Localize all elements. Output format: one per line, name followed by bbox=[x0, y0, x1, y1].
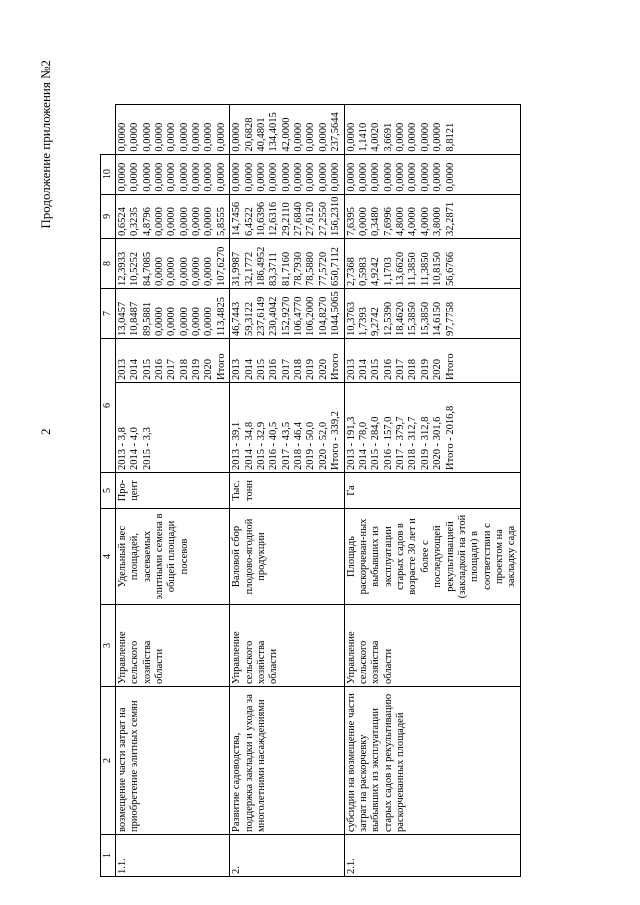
header-cell: 4 bbox=[101, 509, 116, 605]
col9-values-line: 0,0000 bbox=[280, 162, 292, 192]
years-line: 2019 bbox=[191, 359, 203, 380]
target-values-line: 2018 - 312,7 bbox=[407, 416, 419, 470]
col9-values-line: 0,0000 bbox=[370, 162, 382, 192]
col7-values-line: 84,7085 bbox=[141, 251, 153, 286]
col9-values-line: 0,0000 bbox=[255, 162, 267, 192]
col6-values bbox=[115, 289, 229, 339]
target-values-line: 2013 - 191,3 bbox=[345, 416, 357, 470]
col10-values-line: 0,0000 bbox=[231, 122, 243, 152]
col8-values bbox=[344, 194, 520, 238]
years bbox=[115, 339, 229, 383]
col6-values-line: 0,0000 bbox=[178, 307, 190, 336]
col9-values-line: 0,0000 bbox=[191, 162, 203, 192]
col9-values-line: 0,0000 bbox=[419, 162, 431, 192]
col10-values bbox=[344, 104, 520, 154]
col7-values-line: 56,6766 bbox=[444, 251, 456, 286]
col9-values bbox=[230, 154, 344, 194]
col7-values-line: 78,5880 bbox=[305, 251, 317, 286]
target-values-line: 2013 - 3,8 bbox=[116, 427, 128, 470]
col6-values-line: 0,0000 bbox=[191, 307, 203, 336]
target-values-line: Итого - 339,2 bbox=[330, 411, 342, 470]
col8-values-line: 0,0000 bbox=[203, 207, 215, 236]
col8-values-line: 32,2871 bbox=[444, 201, 456, 236]
col7-values-line: 12,3933 bbox=[116, 251, 128, 286]
col7-values bbox=[115, 239, 229, 289]
col7-values-line: 0,5983 bbox=[357, 257, 369, 286]
col7-values-line: 83,3711 bbox=[268, 252, 280, 286]
col10-values-line: 0,0000 bbox=[395, 122, 407, 152]
header-cell: 8 bbox=[101, 239, 116, 289]
col8-values-line: 27,2550 bbox=[317, 201, 329, 236]
target-values-line: 2016 - 157,0 bbox=[382, 416, 394, 470]
col7-values-line: 107,6270 bbox=[215, 246, 227, 286]
target-values-line: 2018 - 46,4 bbox=[293, 421, 305, 470]
col7-values-line: 10,5252 bbox=[129, 251, 141, 286]
col7-values-line: 186,4952 bbox=[255, 246, 267, 286]
col8-values-line: 4,0000 bbox=[419, 207, 431, 236]
col8-values-line: 0,0000 bbox=[191, 207, 203, 236]
header-cell: 6 bbox=[101, 339, 116, 473]
col7-values-line: 81,7160 bbox=[280, 251, 292, 286]
col6-values-line: 0,0000 bbox=[203, 307, 215, 336]
header-cell: 3 bbox=[101, 605, 116, 687]
years-line: 2020 bbox=[432, 359, 444, 380]
col9-values-line: 0,0000 bbox=[432, 162, 444, 192]
col9-values-line: 0,0000 bbox=[215, 162, 227, 192]
col8-values-line: 7,6395 bbox=[345, 207, 357, 236]
years-line: 2016 bbox=[382, 359, 394, 380]
indicator: Удельный вес площадей, засеваемых элитными семена в общей площади посевов bbox=[115, 509, 229, 605]
program-table bbox=[100, 104, 521, 877]
col8-values-line: 7,6996 bbox=[382, 207, 394, 236]
col9-values-line: 0,0000 bbox=[444, 162, 456, 192]
executor: Управление сельского хозяйства области bbox=[230, 605, 344, 687]
col6-values-line: 10,8487 bbox=[129, 301, 141, 336]
years-line: 2017 bbox=[280, 359, 292, 380]
col7-values bbox=[230, 239, 344, 289]
col9-values-line: 0,0000 bbox=[345, 162, 357, 192]
col6-values-line: 230,4042 bbox=[268, 296, 280, 336]
col7-values-line: 4,9242 bbox=[370, 257, 382, 286]
years-line: 2014 bbox=[357, 359, 369, 380]
col9-values-line: 0,0000 bbox=[178, 162, 190, 192]
col10-values-line: 8,8121 bbox=[444, 122, 456, 152]
col9-values-line: 0,0000 bbox=[166, 162, 178, 192]
target-values-line: 2015 - 284,0 bbox=[370, 416, 382, 470]
col10-values-line: 0,0000 bbox=[116, 122, 128, 152]
col7-values-line: 11,3850 bbox=[407, 252, 419, 286]
col8-values-line: 0,0000 bbox=[357, 207, 369, 236]
col8-values-line: 0,0000 bbox=[178, 207, 190, 236]
col10-values-line: 0,0000 bbox=[215, 122, 227, 152]
years-line: 2019 bbox=[305, 359, 317, 380]
table-row bbox=[115, 104, 229, 876]
header-cell: 7 bbox=[101, 289, 116, 339]
target-values-line: 2013 - 39,1 bbox=[231, 421, 243, 470]
col7-values-line: 13,6620 bbox=[395, 251, 407, 286]
table-body bbox=[115, 104, 520, 876]
col6-values-line: 15,3850 bbox=[419, 301, 431, 336]
col7-values-line: 11,3850 bbox=[419, 252, 431, 286]
header-cell: 5 bbox=[101, 473, 116, 509]
col6-values-line: 0,0000 bbox=[153, 307, 165, 336]
col7-values-line: 0,0000 bbox=[178, 257, 190, 286]
col10-values-line: 3,6691 bbox=[382, 122, 394, 152]
col8-values-line: 29,2110 bbox=[280, 202, 292, 236]
executor: Управление сельского хозяйства области bbox=[115, 605, 229, 687]
years-line: 2013 bbox=[231, 359, 243, 380]
col7-values bbox=[344, 239, 520, 289]
col9-values-line: 0,0000 bbox=[407, 162, 419, 192]
col10-values-line: 0,0000 bbox=[191, 122, 203, 152]
years-line: 2014 bbox=[243, 359, 255, 380]
target-values bbox=[115, 383, 229, 473]
years-line: 2018 bbox=[293, 359, 305, 380]
header-cell: 9 bbox=[101, 194, 116, 238]
col9-values-line: 0,0000 bbox=[268, 162, 280, 192]
target-values-line: 2015 - 32,9 bbox=[255, 421, 267, 470]
col8-values-line: 3,8000 bbox=[432, 207, 444, 236]
col6-values-line: 106,4770 bbox=[293, 296, 305, 336]
target-values-line: 2020 - 52,0 bbox=[317, 421, 329, 470]
measure-name: субсидии на возмещение части затрат на раскорчевку выбывших из эксплуатации старых садов и рекультивацию раскорчеванных площадей bbox=[344, 687, 520, 835]
col6-values-line: 1,7393 bbox=[357, 307, 369, 336]
col6-values-line: 237,6149 bbox=[255, 296, 267, 336]
unit: Тыс. тонн bbox=[230, 473, 344, 509]
years-line: 2017 bbox=[395, 359, 407, 380]
col8-values-line: 27,6120 bbox=[305, 201, 317, 236]
col7-values-line: 78,7930 bbox=[293, 251, 305, 286]
row-number: 1.1. bbox=[115, 835, 229, 877]
col10-values bbox=[230, 104, 344, 154]
col8-values-line: 4,8000 bbox=[395, 207, 407, 236]
col10-values-line: 42,0000 bbox=[280, 117, 292, 152]
col7-values-line: 1,1703 bbox=[382, 257, 394, 286]
col6-values-line: 12,5390 bbox=[382, 301, 394, 336]
years-line: 2015 bbox=[255, 359, 267, 380]
col10-values-line: 237,5644 bbox=[330, 112, 342, 152]
years-line: 2015 bbox=[370, 359, 382, 380]
years-line: 2015 bbox=[141, 359, 153, 380]
target-values-line: 2015 - 3,3 bbox=[141, 427, 153, 470]
col10-values-line: 20,6828 bbox=[243, 117, 255, 152]
col10-values-line: 0,0000 bbox=[178, 122, 190, 152]
col9-values-line: 0,0000 bbox=[317, 162, 329, 192]
target-values-line: 2017 - 43,5 bbox=[280, 421, 292, 470]
col6-values-line: 46,7443 bbox=[231, 301, 243, 336]
target-values-line: 2019 - 50,0 bbox=[305, 421, 317, 470]
col10-values bbox=[115, 104, 229, 154]
col6-values-line: 10,3763 bbox=[345, 301, 357, 336]
col9-values-line: 0,0000 bbox=[153, 162, 165, 192]
target-values-line: Итого - 2016,8 bbox=[444, 405, 456, 470]
col9-values-line: 0,0000 bbox=[293, 162, 305, 192]
years bbox=[344, 339, 520, 383]
target-values-line: 2014 - 78,0 bbox=[357, 421, 369, 470]
col10-values-line: 0,0000 bbox=[293, 122, 305, 152]
years-line: 2016 bbox=[268, 359, 280, 380]
col9-values-line: 0,0000 bbox=[141, 162, 153, 192]
col8-values bbox=[115, 194, 229, 238]
col8-values-line: 6,4522 bbox=[243, 207, 255, 236]
col10-values-line: 0,0000 bbox=[166, 122, 178, 152]
col9-values-line: 0,0000 bbox=[116, 162, 128, 192]
years-line: 2018 bbox=[178, 359, 190, 380]
col8-values-line: 12,6316 bbox=[268, 201, 280, 236]
col9-values-line: 0,0000 bbox=[231, 162, 243, 192]
col10-values-line: 0,0000 bbox=[345, 122, 357, 152]
years-line: 2020 bbox=[203, 359, 215, 380]
target-values-line: 2020 - 301,6 bbox=[432, 416, 444, 470]
col9-values-line: 0,0000 bbox=[395, 162, 407, 192]
indicator: Площадь раскорчеван-ных выбывших из эксплуатации старых садов в возрасте 30 лет и более с последующей рекультивацией (закладкой на этой площади) в соответствии с проектом на закладку сада bbox=[344, 509, 520, 605]
col6-values bbox=[344, 289, 520, 339]
col10-values-line: 0,0000 bbox=[141, 122, 153, 152]
col10-values-line: 0,0000 bbox=[407, 122, 419, 152]
col10-values-line: 40,4801 bbox=[255, 117, 267, 152]
header-cell: 1 bbox=[101, 835, 116, 877]
years-line: Итого bbox=[330, 353, 342, 380]
col10-values-line: 0,0000 bbox=[129, 122, 141, 152]
col10-values-line: 0,0000 bbox=[203, 122, 215, 152]
header-row bbox=[101, 104, 116, 876]
col6-values-line: 104,8270 bbox=[317, 296, 329, 336]
col7-values-line: 0,0000 bbox=[203, 257, 215, 286]
col8-values-line: 4,0000 bbox=[407, 207, 419, 236]
col8-values-line: 14,7456 bbox=[231, 201, 243, 236]
col8-values-line: 0,3480 bbox=[370, 207, 382, 236]
col7-values-line: 31,9987 bbox=[231, 251, 243, 286]
header-cell: 10 bbox=[101, 154, 116, 194]
target-values-line: 2016 - 40,5 bbox=[268, 421, 280, 470]
unit: Га bbox=[344, 473, 520, 509]
header-cell: 2 bbox=[101, 687, 116, 835]
col7-values-line: 32,1772 bbox=[243, 251, 255, 286]
years-line: 2019 bbox=[419, 359, 431, 380]
col7-values-line: 2,7368 bbox=[345, 257, 357, 286]
col6-values-line: 18,4620 bbox=[395, 301, 407, 336]
table-row bbox=[230, 104, 344, 876]
years-line: 2017 bbox=[166, 359, 178, 380]
col10-values-line: 0,0000 bbox=[153, 122, 165, 152]
unit: Про-цент bbox=[115, 473, 229, 509]
indicator: Валовой сбор плодово-ягодной продукции bbox=[230, 509, 344, 605]
col10-values-line: 4,0020 bbox=[370, 122, 382, 152]
col7-values-line: 0,0000 bbox=[166, 257, 178, 286]
col6-values-line: 13,0457 bbox=[116, 301, 128, 336]
table-row bbox=[344, 104, 520, 876]
appendix-title: Продолжение приложения №2 bbox=[38, 60, 53, 229]
col9-values-line: 0,0000 bbox=[129, 162, 141, 192]
target-values bbox=[230, 383, 344, 473]
measure-name: Развитие садоводства, поддержка закладки и ухода за многолетними насаждениями bbox=[230, 687, 344, 835]
years-line: Итого bbox=[444, 353, 456, 380]
years-line: Итого bbox=[215, 353, 227, 380]
target-values bbox=[344, 383, 520, 473]
col6-values-line: 14,6150 bbox=[432, 301, 444, 336]
col6-values-line: 113,4825 bbox=[215, 297, 227, 336]
years-line: 2016 bbox=[153, 359, 165, 380]
col8-values-line: 27,6840 bbox=[293, 201, 305, 236]
col10-values-line: 0,0000 bbox=[317, 122, 329, 152]
target-values-line: 2014 - 34,8 bbox=[243, 421, 255, 470]
years-line: 2013 bbox=[116, 359, 128, 380]
executor: Управление сельского хозяйства области bbox=[344, 605, 520, 687]
col9-values-line: 0,0000 bbox=[357, 162, 369, 192]
col8-values-line: 0,3235 bbox=[129, 207, 141, 236]
col6-values-line: 1044,5065 bbox=[330, 291, 342, 336]
col6-values bbox=[230, 289, 344, 339]
page-number: 2 bbox=[38, 428, 53, 435]
col6-values-line: 152,9270 bbox=[280, 296, 292, 336]
col9-values-line: 0,0000 bbox=[203, 162, 215, 192]
col10-values-line: 0,0000 bbox=[305, 122, 317, 152]
col8-values-line: 5,8555 bbox=[215, 207, 227, 236]
target-values-line: 2014 - 4,0 bbox=[129, 427, 141, 470]
col9-values-line: 0,0000 bbox=[330, 162, 342, 192]
col7-values-line: 77,5720 bbox=[317, 251, 329, 286]
col8-values-line: 0,6524 bbox=[116, 207, 128, 236]
col6-values-line: 106,2000 bbox=[305, 296, 317, 336]
measure-name: возмещение части затрат на приобретение элитных семян bbox=[115, 687, 229, 835]
col8-values-line: 156,2310 bbox=[330, 196, 342, 236]
col9-values-line: 0,0000 bbox=[305, 162, 317, 192]
col6-values-line: 89,5881 bbox=[141, 301, 153, 336]
col9-values bbox=[344, 154, 520, 194]
years-line: 2020 bbox=[317, 359, 329, 380]
years-line: 2013 bbox=[345, 359, 357, 380]
col10-values-line: 0,0000 bbox=[432, 122, 444, 152]
col9-values-line: 0,0000 bbox=[243, 162, 255, 192]
years bbox=[230, 339, 344, 383]
target-values-line: 2019 - 312,8 bbox=[419, 416, 431, 470]
col7-values-line: 10,8150 bbox=[432, 251, 444, 286]
col7-values-line: 0,0000 bbox=[191, 257, 203, 286]
col6-values-line: 15,3850 bbox=[407, 301, 419, 336]
col8-values-line: 0,0000 bbox=[166, 207, 178, 236]
years-line: 2018 bbox=[407, 359, 419, 380]
col8-values-line: 4,8796 bbox=[141, 207, 153, 236]
col6-values-line: 9,2742 bbox=[370, 307, 382, 336]
years-line: 2014 bbox=[129, 359, 141, 380]
col7-values-line: 650,7112 bbox=[330, 247, 342, 286]
target-values-line: 2017 - 379,7 bbox=[395, 416, 407, 470]
col6-values-line: 0,0000 bbox=[166, 307, 178, 336]
col8-values bbox=[230, 194, 344, 238]
col10-values-line: 0,0000 bbox=[419, 122, 431, 152]
col10-values-line: 134,4015 bbox=[268, 112, 280, 152]
col8-values-line: 10,6396 bbox=[255, 201, 267, 236]
col10-values-line: 1,1410 bbox=[357, 122, 369, 152]
col6-values-line: 97,7758 bbox=[444, 301, 456, 336]
col7-values-line: 0,0000 bbox=[153, 257, 165, 286]
col9-values bbox=[115, 154, 229, 194]
col6-values-line: 59,3122 bbox=[243, 301, 255, 336]
row-number: 2.1. bbox=[344, 835, 520, 877]
col8-values-line: 0,0000 bbox=[153, 207, 165, 236]
col9-values-line: 0,0000 bbox=[382, 162, 394, 192]
row-number: 2. bbox=[230, 835, 344, 877]
